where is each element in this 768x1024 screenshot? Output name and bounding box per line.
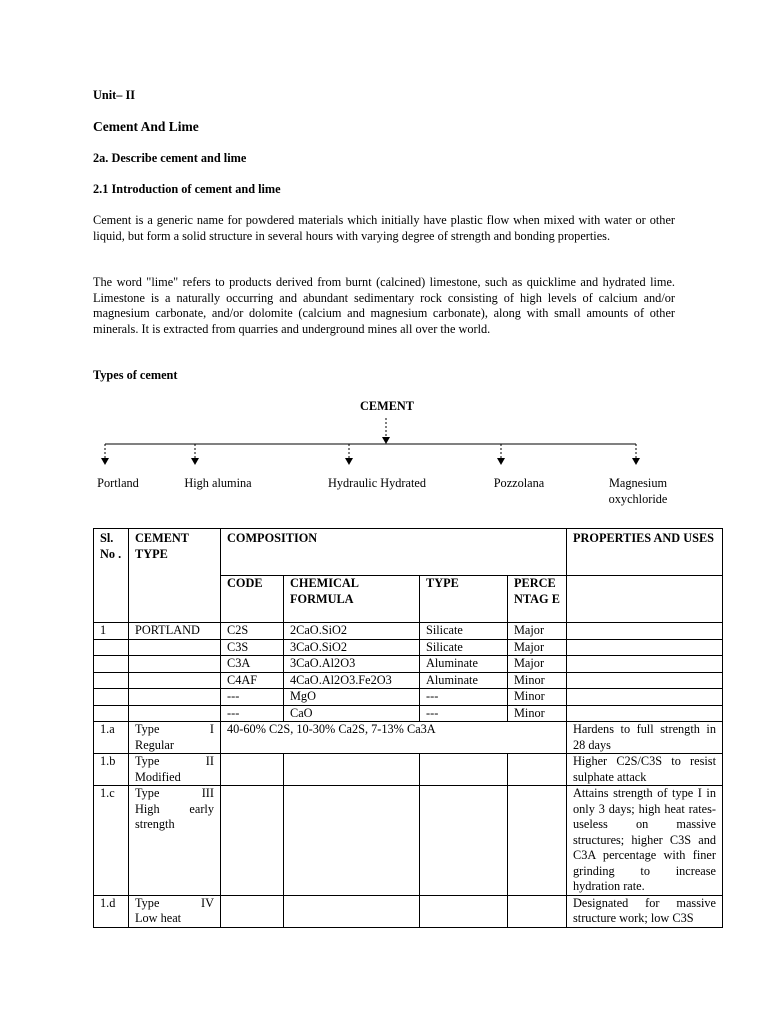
type-cell: Silicate xyxy=(420,639,508,656)
types-of-cement-heading: Types of cement xyxy=(93,368,178,382)
section-2a-heading: 2a. Describe cement and lime xyxy=(93,151,247,165)
type-cell: Aluminate xyxy=(420,672,508,689)
code-cell: --- xyxy=(221,689,284,706)
table-row xyxy=(94,705,723,722)
table-row xyxy=(94,623,723,640)
unit-heading: Unit– II xyxy=(93,88,136,102)
formula-cell: CaO xyxy=(284,705,420,722)
arrowhead-pozzolana xyxy=(497,458,505,465)
subtype-composition: 40-60% C2S, 10-30% Ca2S, 7-13% Ca3A xyxy=(221,722,567,754)
diagram-child-magnesium-oxychloride: Magnesium oxychloride xyxy=(608,476,668,506)
formula-cell: 2CaO.SiO2 xyxy=(284,623,420,640)
subtype-slno: 1.c xyxy=(94,786,129,896)
header-percentage: PERCE NTAG E xyxy=(508,576,567,623)
percentage-cell: Minor xyxy=(508,672,567,689)
portland-name: PORTLAND xyxy=(129,623,221,640)
header-type: TYPE xyxy=(420,576,508,623)
table-row xyxy=(94,895,723,927)
code-cell: C3S xyxy=(221,639,284,656)
table-row xyxy=(94,786,723,896)
subtype-type-line: Type IV xyxy=(135,895,214,910)
subtype-properties: Hardens to full strength in 28 days xyxy=(567,722,723,754)
subtype-slno: 1.a xyxy=(94,722,129,754)
formula-cell: MgO xyxy=(284,689,420,706)
portland-slno: 1 xyxy=(94,623,129,640)
header-cement-type: CEMENT TYPE xyxy=(129,529,221,623)
percentage-cell: Major xyxy=(508,639,567,656)
diagram-child-portland: Portland xyxy=(97,476,139,490)
header-composition: COMPOSITION xyxy=(221,529,567,576)
diagram-child-high-alumina: High alumina xyxy=(184,476,252,490)
header-properties: PROPERTIES AND USES xyxy=(567,529,723,576)
code-cell: --- xyxy=(221,705,284,722)
subtype-properties: Attains strength of type I in only 3 days; high heat rates- useless on massive structures; higher C3S and C3A percentage with finer grinding to increase hydration rate. xyxy=(567,786,723,896)
formula-cell: 3CaO.SiO2 xyxy=(284,639,420,656)
table-header-row-1 xyxy=(94,529,723,576)
arrowhead-magnesium xyxy=(632,458,640,465)
page-title: Cement And Lime xyxy=(93,119,199,134)
table-row xyxy=(94,722,723,754)
arrowhead-high-alumina xyxy=(191,458,199,465)
table-row xyxy=(94,672,723,689)
table-row xyxy=(94,689,723,706)
header-slno: Sl. No . xyxy=(94,529,129,623)
percentage-cell: Minor xyxy=(508,689,567,706)
formula-cell: 4CaO.Al2O3.Fe2O3 xyxy=(284,672,420,689)
type-cell: Silicate xyxy=(420,623,508,640)
arrowhead-hydraulic xyxy=(345,458,353,465)
subtype-properties: Designated for massive structure work; low C3S xyxy=(567,895,723,927)
percentage-cell: Major xyxy=(508,623,567,640)
subtype-type-rest: High early strength xyxy=(135,801,214,831)
subtype-type-line: Type II xyxy=(135,754,214,768)
percentage-cell: Major xyxy=(508,656,567,673)
subtype-slno: 1.b xyxy=(94,754,129,786)
cement-types-table xyxy=(93,528,723,928)
subtype-type-rest: Regular xyxy=(135,737,174,752)
subtype-type-line: Type III xyxy=(135,786,214,800)
diagram-child-pozzolana: Pozzolana xyxy=(493,476,545,490)
type-cell: Aluminate xyxy=(420,656,508,673)
classification-diagram xyxy=(0,0,768,480)
cement-paragraph: Cement is a generic name for powdered materials which initially have plastic flow when mixed with water or other liquid, but form a solid structure in several hours with varying degree of strength and bonding properties. xyxy=(93,213,675,243)
diagram-child-hydraulic-hydrated: Hydraulic Hydrated xyxy=(328,476,426,490)
lime-paragraph: The word "lime" refers to products derived from burnt (calcined) limestone, such as quicklime and hydrated lime. Limestone is a naturally occurring and abundant sedimentary rock consisting of high levels of calcium and/or magnesium carbonate, and/or dolomite (calcium and magnesium carbonate), along with small amounts of other minerals. It is extracted from quarries and underground mines all over the world. xyxy=(93,275,675,336)
diagram-root-label: CEMENT xyxy=(360,399,414,413)
header-properties-empty xyxy=(567,576,723,623)
subtype-type-rest: Low heat xyxy=(135,911,182,925)
formula-cell: 3CaO.Al2O3 xyxy=(284,656,420,673)
code-cell: C3A xyxy=(221,656,284,673)
table-row xyxy=(94,656,723,673)
subtype-slno: 1.d xyxy=(94,895,129,927)
code-cell: C2S xyxy=(221,623,284,640)
root-arrowhead xyxy=(382,437,390,444)
arrowhead-portland xyxy=(101,458,109,465)
percentage-cell: Minor xyxy=(508,705,567,722)
code-cell: C4AF xyxy=(221,672,284,689)
type-cell: --- xyxy=(420,705,508,722)
table-row xyxy=(94,754,723,786)
header-chemical-formula: CHEMICAL FORMULA xyxy=(284,576,420,623)
subtype-properties: Higher C2S/C3S to resist sulphate attack xyxy=(567,754,723,786)
type-cell: --- xyxy=(420,689,508,706)
section-21-heading: 2.1 Introduction of cement and lime xyxy=(93,182,281,196)
subtype-type-line: Type I xyxy=(135,722,214,736)
header-code: CODE xyxy=(221,576,284,623)
subtype-type-rest: Modified xyxy=(135,769,181,784)
table-row xyxy=(94,639,723,656)
